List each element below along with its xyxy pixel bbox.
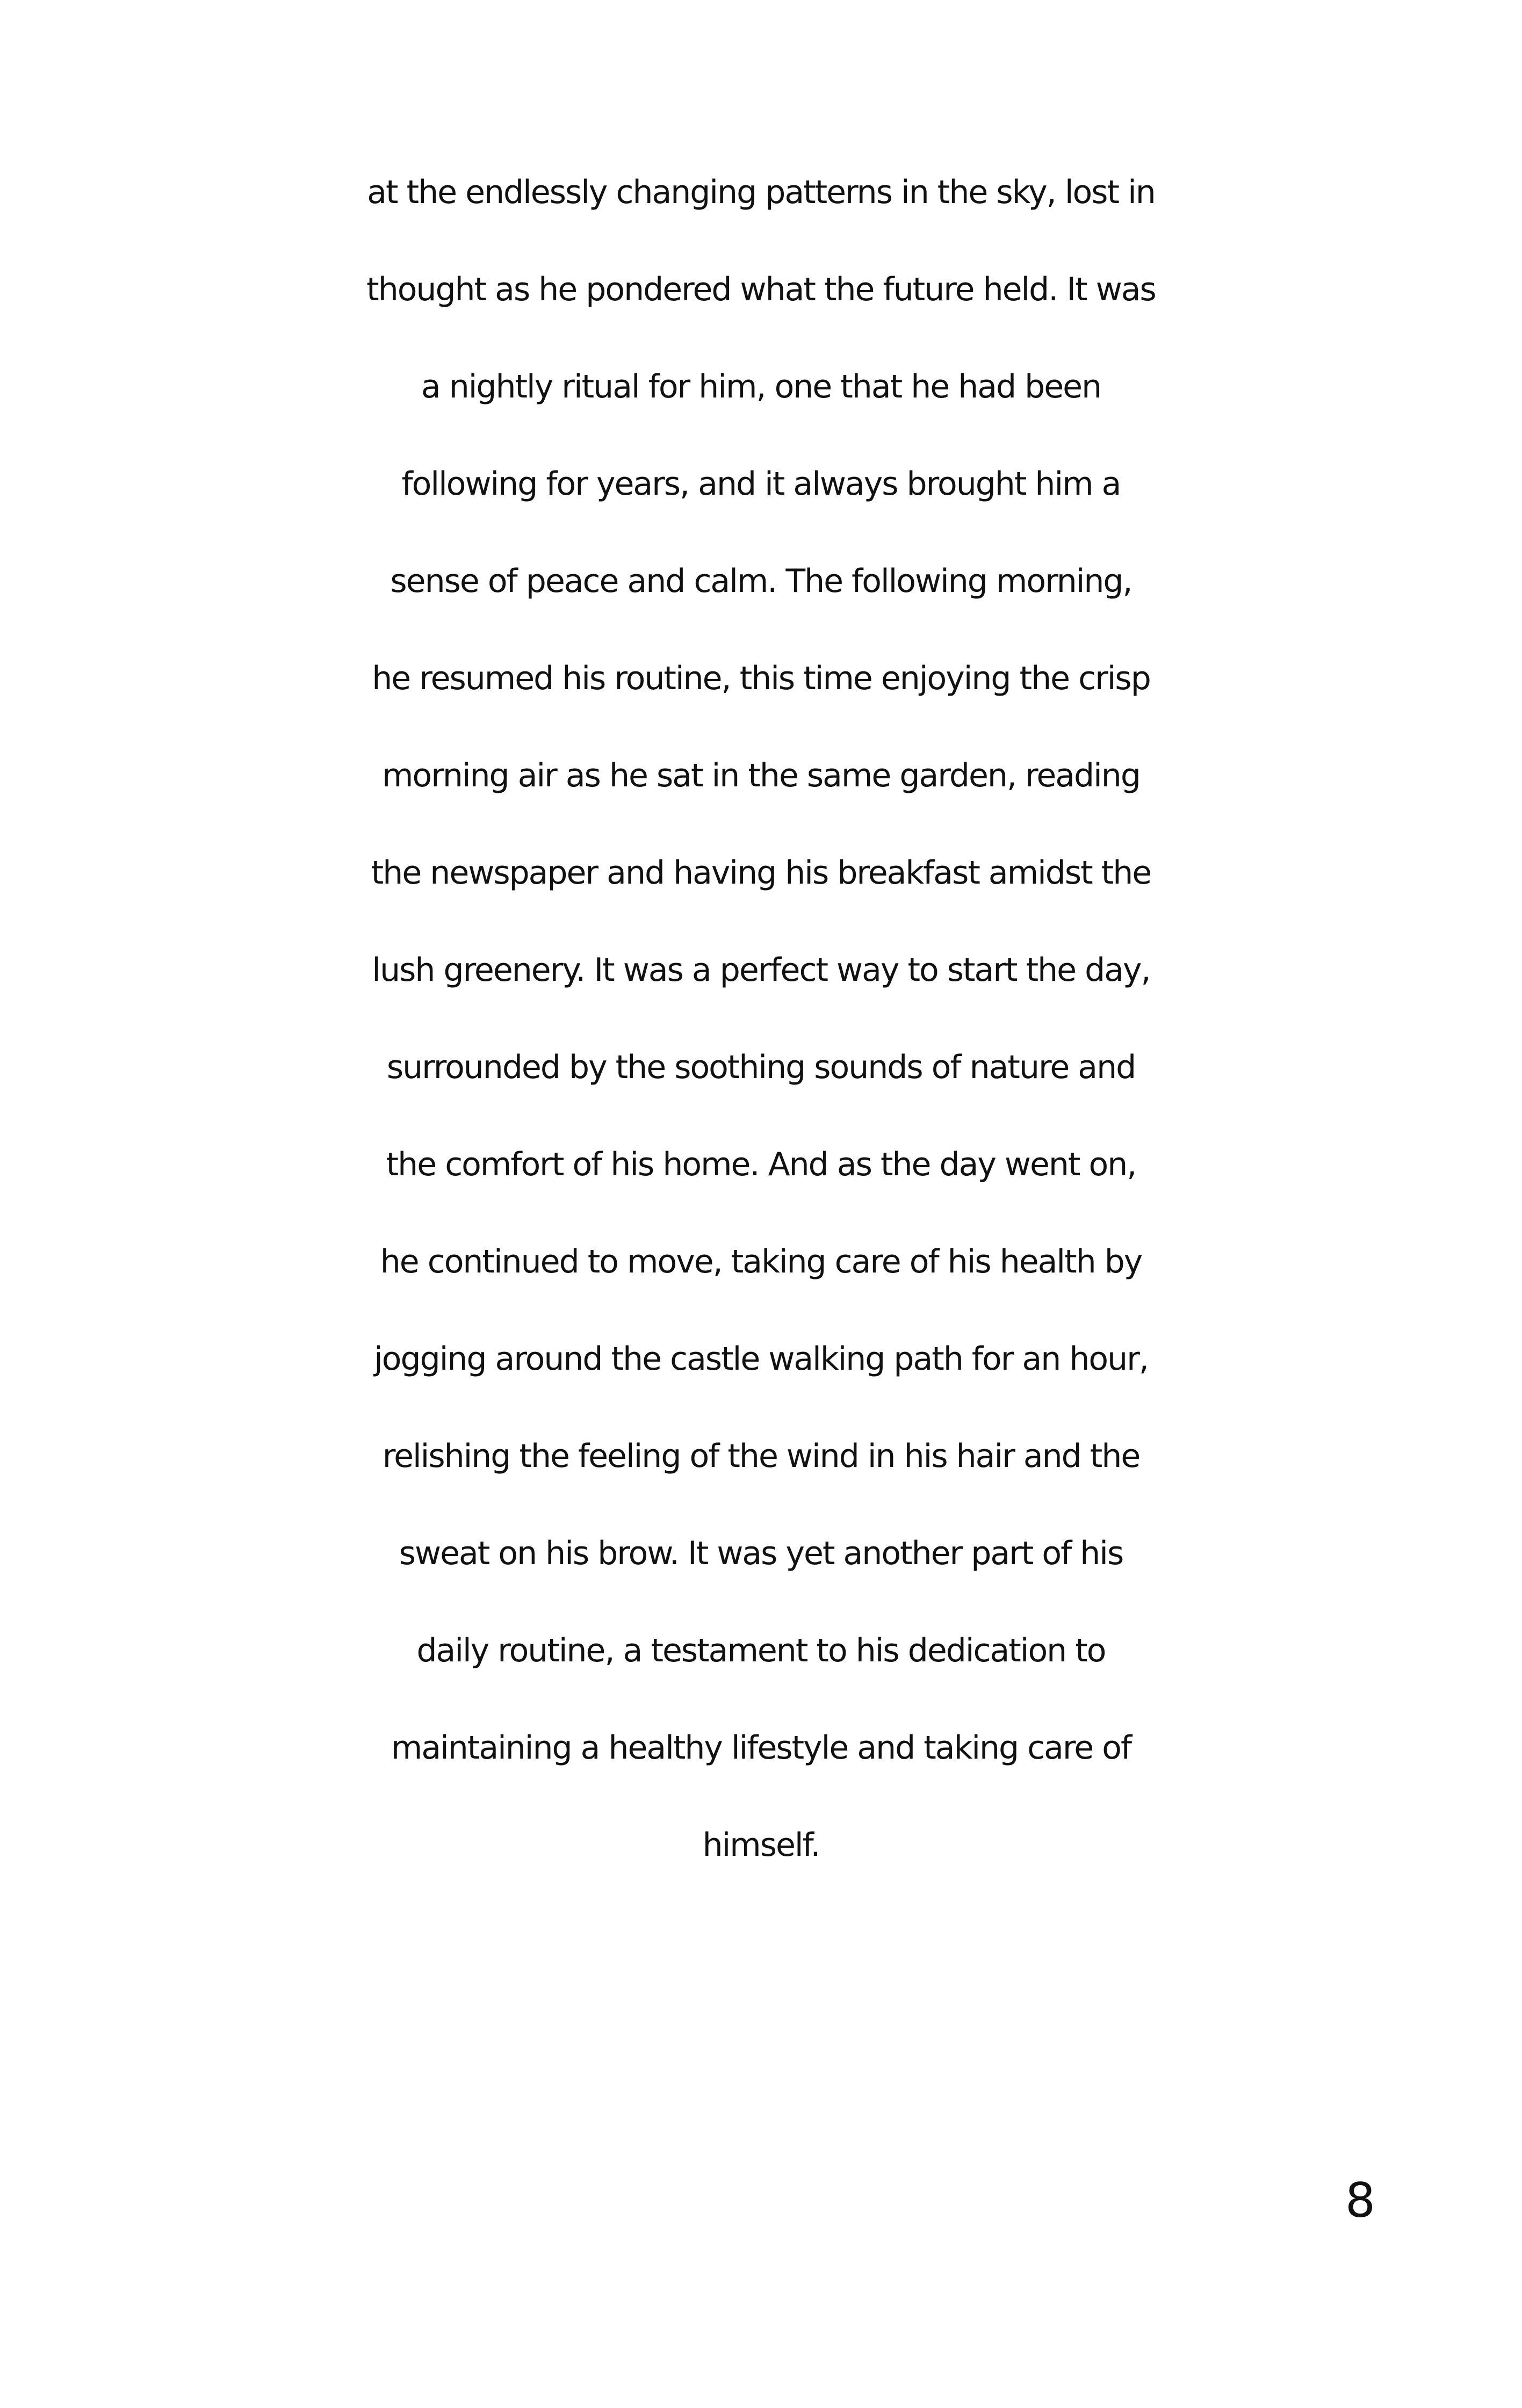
text-line: lush greenery. It was a perfect way to start the day, bbox=[372, 951, 1150, 989]
text-line: himself. bbox=[702, 1826, 820, 1864]
text-line: maintaining a healthy lifestyle and taking care of bbox=[391, 1729, 1131, 1767]
text-line: following for years, and it always brought him a bbox=[401, 465, 1121, 503]
text-line: the comfort of his home. And as the day went on, bbox=[386, 1146, 1136, 1183]
text-line: the newspaper and having his breakfast amidst the bbox=[371, 854, 1151, 892]
text-line: at the endlessly changing patterns in the sky, lost in bbox=[367, 173, 1155, 211]
text-line: sense of peace and calm. The following morning, bbox=[390, 562, 1132, 600]
text-line: he continued to move, taking care of his health by bbox=[380, 1243, 1142, 1281]
text-line: thought as he pondered what the future held. It was bbox=[366, 271, 1156, 308]
body-paragraph bbox=[0, 144, 1522, 1894]
text-line: surrounded by the soothing sounds of nature and bbox=[386, 1048, 1136, 1086]
text-line: he resumed his routine, this time enjoying the crisp bbox=[372, 660, 1150, 697]
page-number: 8 bbox=[1345, 2173, 1375, 2228]
text-line: daily routine, a testament to his dedication to bbox=[416, 1632, 1106, 1669]
text-line: relishing the feeling of the wind in his hair and the bbox=[382, 1437, 1140, 1475]
text-line: a nightly ritual for him, one that he had been bbox=[421, 368, 1101, 406]
text-line: sweat on his brow. It was yet another part of his bbox=[399, 1535, 1123, 1572]
text-line: morning air as he sat in the same garden, reading bbox=[382, 757, 1140, 794]
text-line: jogging around the castle walking path for an hour, bbox=[374, 1340, 1148, 1378]
